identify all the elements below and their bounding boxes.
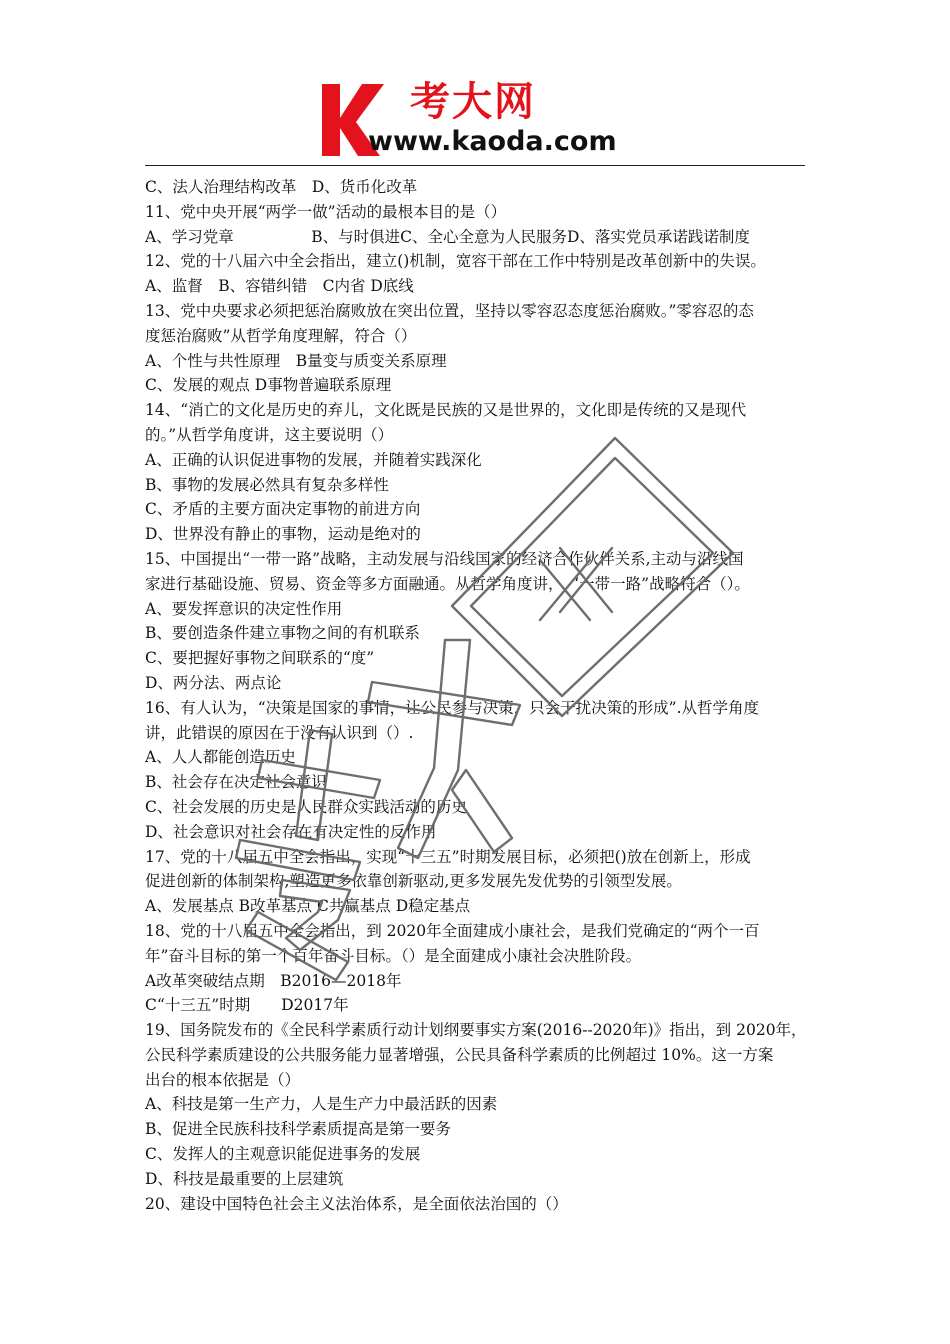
- text-line: C、法人治理结构改革 D、货币化改革: [145, 178, 418, 196]
- text-line: A、正确的认识促进事物的发展，并随着实践深化: [145, 450, 482, 469]
- kaoda-logo[interactable]: [318, 78, 648, 160]
- text-line: 公民科学素质建设的公共服务能力显著增强，公民具备科学素质的比例超过 10%。这一方案: [145, 1045, 774, 1064]
- text-line: A、发展基点 B改革基点 C共赢基点 D稳定基点: [145, 897, 471, 916]
- text-line: A、科技是第一生产力，人是生产力中最活跃的因素: [145, 1095, 498, 1114]
- logo-title: 考大网: [410, 79, 536, 125]
- text-line: B、事物的发展必然具有复杂多样性: [145, 475, 389, 494]
- text-line: 12、党的十八届六中全会指出，建立()机制，宽容干部在工作中特别是改革创新中的失误。: [145, 252, 766, 271]
- text-line: D、世界没有静止的事物，运动是绝对的: [145, 525, 421, 544]
- text-line: 17、党的十八届五中全会指出，实现“十三五”时期发展目标，必须把()放在创新上，形成: [145, 847, 751, 866]
- text-line: A、要发挥意识的决定性作用: [145, 599, 343, 618]
- text-line: 14、“消亡的文化是历史的弃儿，文化既是民族的又是世界的，文化即是传统的又是现代: [145, 401, 747, 420]
- text-line: 出台的根本依据是（）: [145, 1070, 301, 1089]
- text-line: A、监督 B、容错纠错 C内省 D底线: [145, 277, 414, 296]
- text-line: C、发挥人的主观意识能促进事务的发展: [145, 1145, 421, 1164]
- text-line: 讲，此错误的原因在于没有认识到（）.: [145, 723, 414, 742]
- text-line: C、要把握好事物之间联系的“度”: [145, 649, 375, 668]
- text-line: 家进行基础设施、贸易、资金等多方面融通。从哲学角度讲， “一带一路”战略符合（）。: [145, 574, 750, 593]
- text-line: 20、建设中国特色社会主义法治体系，是全面依法治国的（）: [145, 1194, 568, 1213]
- text-line: D、两分法、两点论: [145, 673, 282, 692]
- question-text: [145, 175, 810, 1216]
- text-line: 年”奋斗目标的第一个百年奋斗目标。（）是全面建成小康社会决胜阶段。: [145, 946, 642, 965]
- text-line: C、发展的观点 D事物普遍联系原理: [145, 376, 392, 395]
- text-line: B、要创造条件建立事物之间的有机联系: [145, 624, 420, 643]
- text-line: 19、国务院发布的《全民科学素质行动计划纲要事实方案(2016--2020年)》指出，到 2020年，: [145, 1021, 807, 1040]
- text-line: 18、党的十八届五中全会指出，到 2020年全面建成小康社会，是我们党确定的“两个一百: [145, 921, 760, 940]
- text-line: 的。”从哲学角度讲，这主要说明（）: [145, 425, 394, 444]
- text-line: C、矛盾的主要方面决定事物的前进方向: [145, 500, 421, 519]
- text-line: B、社会存在决定社会意识: [145, 773, 327, 792]
- text-line: 15、中国提出“一带一路”战略，主动发展与沿线国家的经济合作伙伴关系,主动与沿线国: [145, 549, 744, 568]
- text-line: 度惩治腐败”从哲学角度理解，符合（）: [145, 326, 417, 345]
- text-line: C“十三五”时期 D2017年: [145, 996, 349, 1015]
- text-line: A、学习党章 B、与时俱进C、全心全意为人民服务D、落实党员承诺践诺制度: [145, 227, 750, 246]
- text-line: D、科技是最重要的上层建筑: [145, 1169, 344, 1188]
- text-line: A、个性与共性原理 B量变与质变关系原理: [145, 351, 447, 370]
- text-line: A改革突破结点期 B2016—2018年: [145, 971, 402, 990]
- text-line: A、人人都能创造历史: [145, 748, 296, 767]
- text-line: 13、党中央要求必须把惩治腐败放在突出位置，坚持以零容忍态度惩治腐败。”零容忍的态: [145, 301, 754, 320]
- text-line: 促进创新的体制架构,塑造更多依靠创新驱动,更多发展先发优势的引领型发展。: [145, 872, 682, 891]
- logo-url: www.kaoda.com: [368, 126, 617, 157]
- text-line: 16、有人认为，“决策是国家的事情，让公民参与决策，只会干扰决策的形成”.从哲学角度: [145, 698, 760, 717]
- page-header: [0, 0, 950, 170]
- text-line: 11、党中央开展“两学一做”活动的最根本目的是（）: [145, 202, 507, 221]
- header-divider: [145, 165, 805, 166]
- text-line: B、促进全民族科技科学素质提高是第一要务: [145, 1120, 451, 1139]
- text-line: C、社会发展的历史是人民群众实践活动的历史: [145, 797, 467, 816]
- text-line: D、社会意识对社会存在有决定性的反作用: [145, 822, 437, 841]
